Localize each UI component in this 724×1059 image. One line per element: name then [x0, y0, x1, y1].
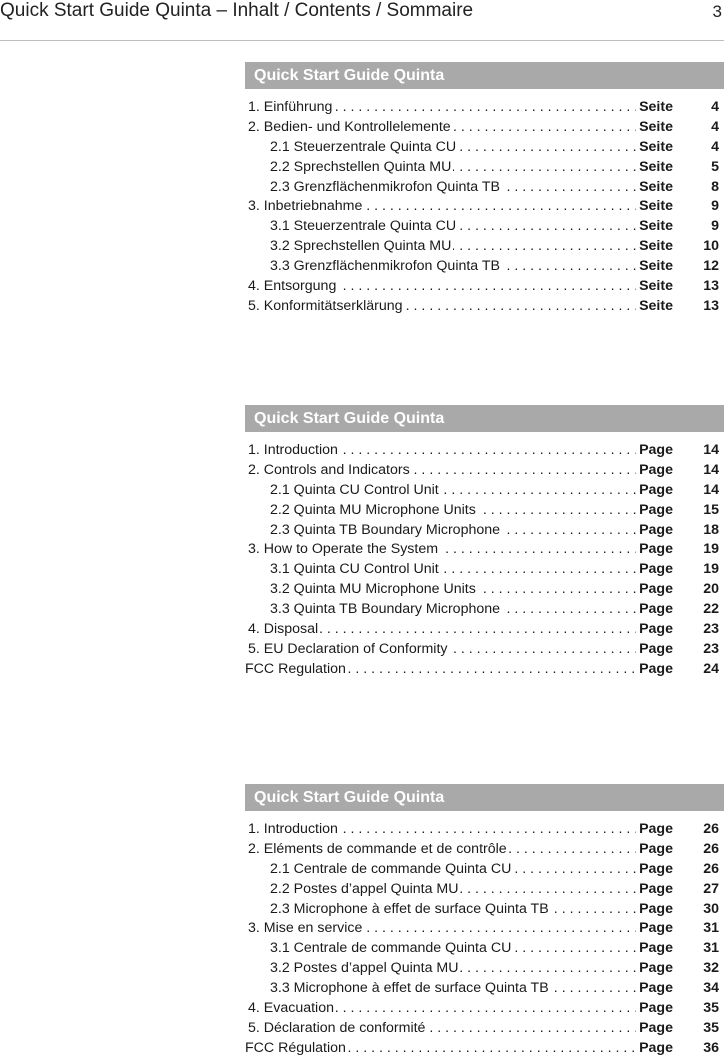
page-word: Page — [636, 521, 673, 541]
toc-list — [245, 441, 724, 680]
toc-entry-label: 2. Eléments de commande et de contrôle — [248, 840, 509, 860]
toc-entry-label: 2. Bedien- und Kontrollelemente — [248, 118, 453, 138]
toc-entry[interactable] — [245, 158, 724, 178]
toc-entry[interactable] — [245, 197, 724, 217]
page-ref-number: 30 — [703, 900, 719, 917]
toc-entry-label: 3.3 Quinta TB Boundary Microphone — [270, 600, 502, 620]
page-ref-number: 4 — [711, 118, 719, 135]
page-ref-number: 18 — [703, 521, 719, 538]
page-ref-number: 19 — [703, 561, 719, 578]
toc-entry[interactable] — [245, 900, 724, 920]
page-word: Page — [636, 441, 673, 461]
page-ref-number: 9 — [711, 198, 719, 215]
page-ref-number: 32 — [703, 960, 719, 977]
page-ref-number: 23 — [703, 621, 719, 638]
section-title: Quick Start Guide Quinta — [245, 784, 724, 811]
page-word: Seite — [636, 237, 673, 257]
page-word: Page — [636, 820, 673, 840]
page-word: Page — [636, 580, 673, 600]
page-word: Seite — [636, 138, 673, 158]
page-word: Seite — [636, 277, 673, 297]
page-ref-number: 9 — [711, 218, 719, 235]
page-ref-number: 12 — [703, 258, 719, 275]
section-title: Quick Start Guide Quinta — [245, 405, 724, 432]
page-word: Seite — [636, 257, 673, 277]
page-ref-number: 24 — [703, 660, 719, 677]
page-ref-number: 26 — [703, 860, 719, 877]
page-word: Page — [636, 600, 673, 620]
toc-entry[interactable] — [245, 840, 724, 860]
toc-entry-label: 3.2 Sprechstellen Quinta MU — [270, 237, 453, 257]
page-word: Page — [636, 560, 673, 580]
toc-entry[interactable] — [245, 820, 724, 840]
toc-entry[interactable] — [245, 880, 724, 900]
page-ref-number: 4 — [711, 99, 719, 115]
page-ref-number: 35 — [703, 1000, 719, 1017]
toc-entry-label: FCC Régulation — [245, 1039, 348, 1059]
toc-entry-label: 3.3 Grenzflächenmikrofon Quinta TB — [270, 257, 502, 277]
page-ref-number: 26 — [703, 821, 719, 837]
page-ref-number: 15 — [703, 501, 719, 518]
page-word: Seite — [636, 178, 673, 198]
toc-entry[interactable] — [245, 481, 724, 501]
toc-entry-label: 2.2 Quinta MU Microphone Units — [270, 501, 478, 521]
page-ref-number: 31 — [703, 940, 719, 957]
toc-entry-label: 3.1 Quinta CU Control Unit — [270, 560, 441, 580]
toc-entry-label: 2.1 Quinta CU Control Unit — [270, 481, 441, 501]
toc-entry-label: 3.3 Microphone à effet de surface Quinta TB — [270, 979, 551, 999]
toc-entry[interactable] — [245, 999, 724, 1019]
page-word: Page — [636, 900, 673, 920]
page-ref-number: 22 — [703, 601, 719, 618]
toc-entry-label: 1. Introduction — [248, 820, 340, 840]
toc-entry[interactable] — [245, 979, 724, 999]
toc-list — [245, 98, 724, 317]
page-word: Page — [636, 880, 673, 900]
section-title: Quick Start Guide Quinta — [245, 62, 724, 89]
toc-entry-label: 3. Inbetriebnahme — [248, 197, 364, 217]
toc-entry-label: 2. Controls and Indicators — [248, 461, 412, 481]
toc-entry[interactable] — [245, 600, 724, 620]
page-ref-number: 13 — [703, 278, 719, 295]
page-ref-number: 10 — [703, 238, 719, 255]
page-ref-number: 14 — [703, 442, 719, 458]
toc-entry-label: 4. Evacuation — [248, 999, 336, 1019]
toc-entry[interactable] — [245, 297, 724, 317]
toc-entry[interactable] — [245, 620, 724, 640]
toc-entry[interactable] — [245, 860, 724, 880]
page-ref-number: 14 — [703, 481, 719, 498]
page-ref-number: 19 — [703, 541, 719, 558]
toc-entry-label: 5. Déclaration de conformité — [248, 1019, 427, 1039]
page-header — [0, 0, 724, 41]
toc-entry[interactable] — [245, 540, 724, 560]
page-word: Page — [636, 959, 673, 979]
toc-entry-label: 3.2 Quinta MU Microphone Units — [270, 580, 478, 600]
page-word: Page — [636, 540, 673, 560]
toc-entry[interactable] — [245, 98, 724, 118]
page-ref-number: 5 — [711, 158, 719, 175]
toc-entry-label: 1. Einführung — [248, 98, 334, 118]
toc-entry[interactable] — [245, 441, 724, 461]
page-word: Page — [636, 860, 673, 880]
toc-entry-label: 4. Disposal — [248, 620, 320, 640]
toc-entry[interactable] — [245, 521, 724, 541]
page-word: Page — [636, 999, 673, 1019]
page-ref-number: 31 — [703, 920, 719, 937]
page-word: Page — [636, 979, 673, 999]
toc-entry-label: 3. How to Operate the System — [248, 540, 440, 560]
toc-section-english — [245, 405, 724, 680]
toc-entry[interactable] — [245, 1039, 724, 1059]
toc-entry[interactable] — [245, 580, 724, 600]
page-word: Seite — [636, 98, 673, 118]
toc-entry[interactable] — [245, 118, 724, 138]
toc-section-french — [245, 784, 724, 1059]
toc-entry-label: 2.3 Microphone à effet de surface Quinta TB — [270, 900, 551, 920]
page-number: 3 — [712, 2, 722, 21]
toc-entry-label: 3. Mise en service — [248, 919, 364, 939]
page-ref-number: 8 — [711, 178, 719, 195]
toc-entry[interactable] — [245, 560, 724, 580]
page-word: Page — [636, 461, 673, 481]
toc-section-german — [245, 62, 724, 317]
page-word: Page — [636, 939, 673, 959]
page-word: Page — [636, 640, 673, 660]
toc-entry[interactable] — [245, 501, 724, 521]
page-ref-number: 27 — [703, 880, 719, 897]
page-word: Page — [636, 501, 673, 521]
toc-entry-label: 4. Entsorgung — [248, 277, 338, 297]
toc-entry-label: 2.3 Grenzflächenmikrofon Quinta TB — [270, 178, 502, 198]
toc-entry-label: FCC Regulation — [245, 660, 348, 680]
page-ref-number: 26 — [703, 840, 719, 857]
toc-list — [245, 820, 724, 1059]
toc-entry[interactable] — [245, 919, 724, 939]
toc-entry-label: 2.2 Postes d’appel Quinta MU — [270, 880, 460, 900]
page-word: Seite — [636, 297, 673, 317]
page-word: Seite — [636, 158, 673, 178]
toc-entry-label: 1. Introduction — [248, 441, 340, 461]
toc-entry[interactable] — [245, 939, 724, 959]
page-word: Page — [636, 919, 673, 939]
toc-entry-label: 2.1 Centrale de commande Quinta CU — [270, 860, 513, 880]
page-ref-number: 36 — [703, 1039, 719, 1056]
page-word: Page — [636, 660, 673, 680]
page-word: Page — [636, 1039, 673, 1059]
page-ref-number: 4 — [711, 138, 719, 155]
page-ref-number: 35 — [703, 1019, 719, 1036]
page-word: Page — [636, 481, 673, 501]
toc-entry[interactable] — [245, 461, 724, 481]
page-ref-number: 20 — [703, 581, 719, 598]
toc-entry-label: 2.3 Quinta TB Boundary Microphone — [270, 521, 502, 541]
toc-entry[interactable] — [245, 237, 724, 257]
page-word: Seite — [636, 118, 673, 138]
page-ref-number: 23 — [703, 640, 719, 657]
toc-entry-label: 2.2 Sprechstellen Quinta MU — [270, 158, 453, 178]
page-ref-number: 13 — [703, 297, 719, 314]
toc-entry[interactable] — [245, 217, 724, 237]
page-word: Page — [636, 840, 673, 860]
toc-entry-label: 3.1 Steuerzentrale Quinta CU — [270, 217, 458, 237]
page-ref-number: 14 — [703, 461, 719, 478]
toc-entry[interactable] — [245, 640, 724, 660]
toc-entry[interactable] — [245, 277, 724, 297]
page-word: Page — [636, 1019, 673, 1039]
toc-entry[interactable] — [245, 257, 724, 277]
toc-entry-label: 2.1 Steuerzentrale Quinta CU — [270, 138, 458, 158]
toc-entry[interactable] — [245, 959, 724, 979]
toc-entry-label: 5. Konformitätserklärung — [248, 297, 405, 317]
page-word: Seite — [636, 217, 673, 237]
page-word: Page — [636, 620, 673, 640]
toc-entry[interactable] — [245, 178, 724, 198]
toc-entry[interactable] — [245, 1019, 724, 1039]
page-word: Seite — [636, 197, 673, 217]
page-title: Quick Start Guide Quinta – Inhalt / Contents / Sommaire — [0, 0, 474, 21]
toc-entry[interactable] — [245, 138, 724, 158]
toc-entry-label: 3.2 Postes d’appel Quinta MU — [270, 959, 460, 979]
toc-entry[interactable] — [245, 660, 724, 680]
page-ref-number: 34 — [703, 980, 719, 997]
toc-entry-label: 5. EU Declaration of Conformity — [248, 640, 450, 660]
toc-entry-label: 3.1 Centrale de commande Quinta CU — [270, 939, 513, 959]
